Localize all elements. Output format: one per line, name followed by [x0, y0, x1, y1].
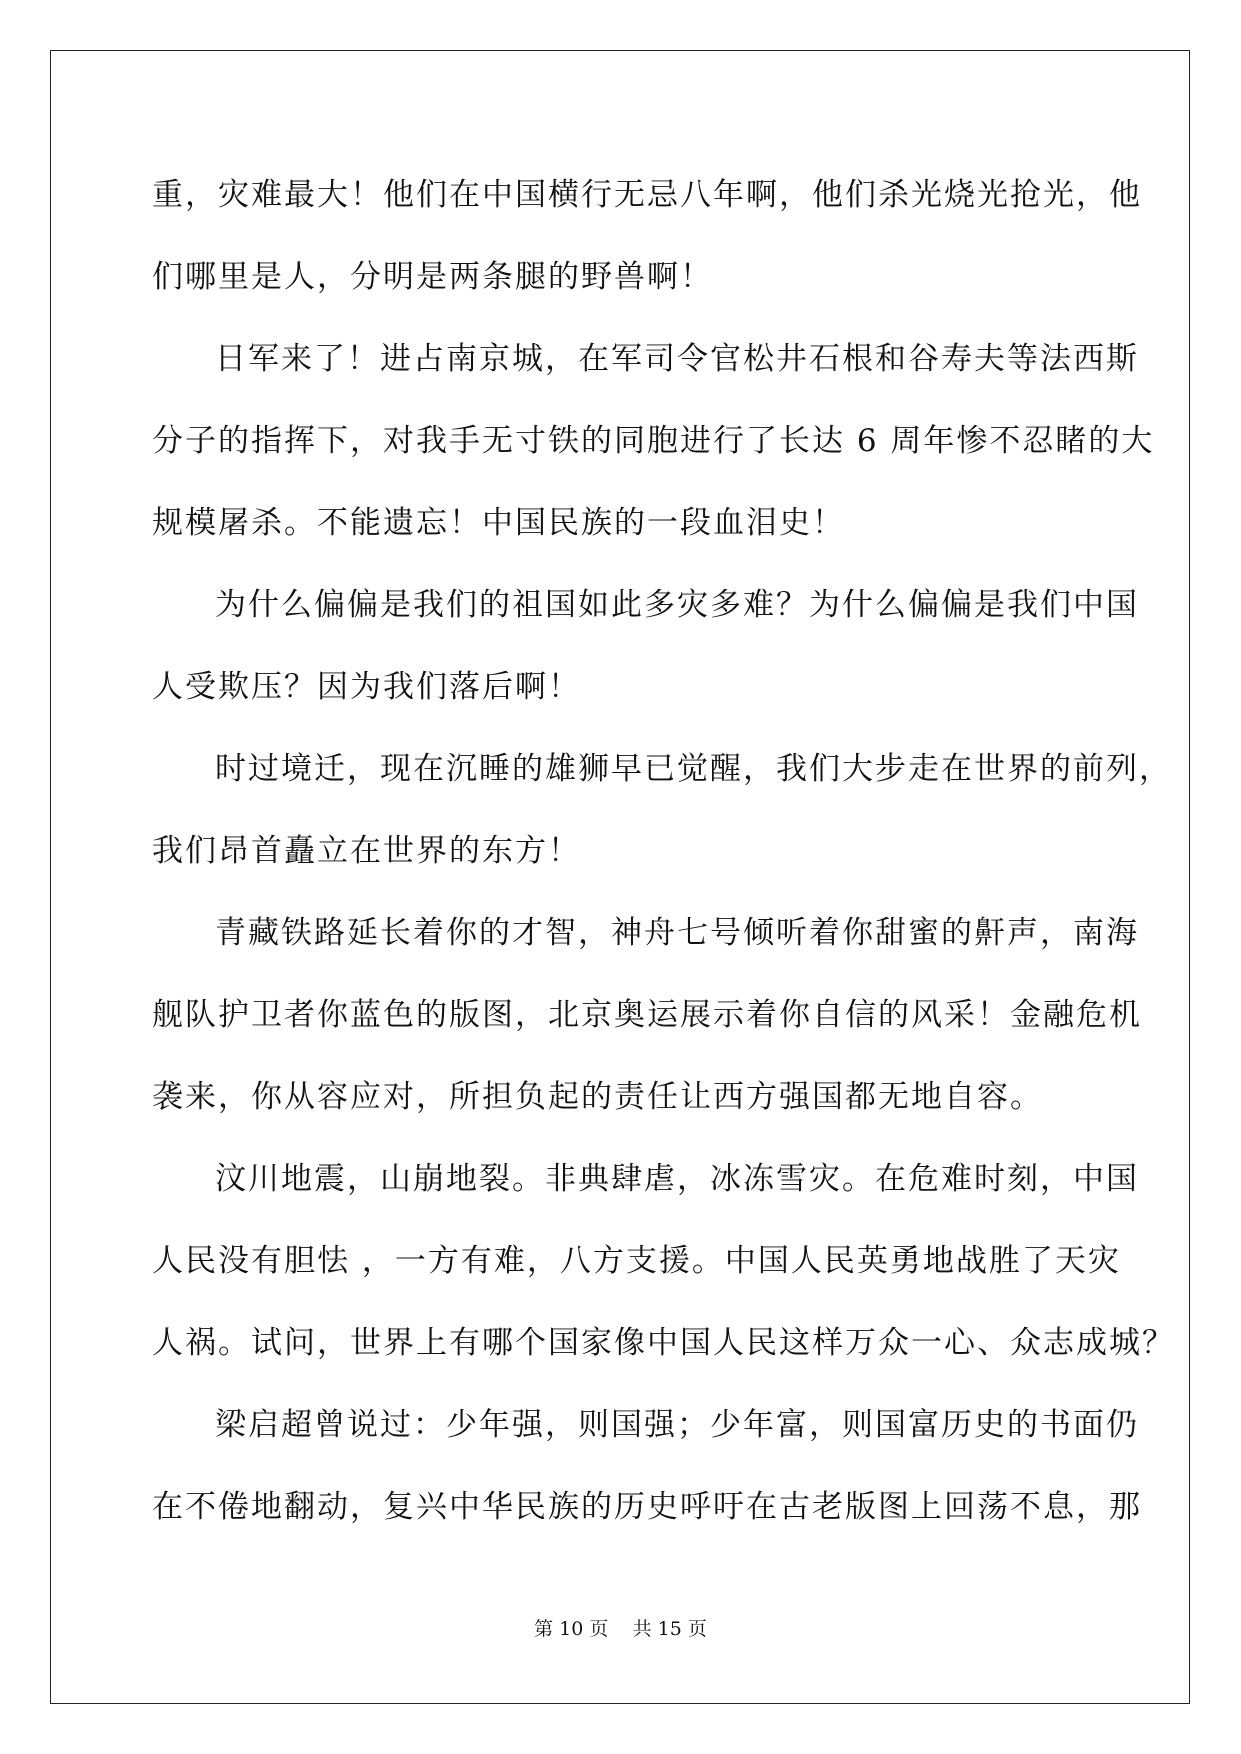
text-line-8: 时过境迁，现在沉睡的雄狮早已觉醒，我们大步走在世界的前列， — [215, 751, 1172, 787]
text-line-3: 日军来了！进占南京城，在军司令官松井石根和谷寿夫等法西斯 — [215, 341, 1139, 377]
text-line-2: 们哪里是人，分明是两条腿的野兽啊！ — [152, 259, 713, 295]
text-line-16: 梁启超曾说过：少年强，则国强；少年富，则国富历史的书面仍 — [215, 1407, 1139, 1443]
text-line-6: 为什么偏偏是我们的祖国如此多灾多难？为什么偏偏是我们中国 — [215, 587, 1139, 623]
text-line-10: 青藏铁路延长着你的才智，神舟七号倾听着你甜蜜的鼾声，南海 — [215, 915, 1139, 951]
text-line-4: 分子的指挥下，对我手无寸铁的同胞进行了长达 6 周年惨不忍睹的大 — [152, 423, 1155, 459]
text-line-12: 袭来，你从容应对，所担负起的责任让西方强国都无地自容。 — [152, 1079, 1043, 1115]
page-footer — [0, 1614, 1241, 1641]
page-total: 共 15 页 — [632, 1618, 707, 1640]
page-number: 第 10 页 — [534, 1618, 609, 1640]
text-line-17: 在不倦地翻动，复兴中华民族的历史呼吁在古老版图上回荡不息，那 — [152, 1489, 1142, 1525]
text-line-14: 人民没有胆怯 ，一方有难，八方支援。中国人民英勇地战胜了天灾 — [152, 1243, 1121, 1279]
text-line-7: 人受欺压？因为我们落后啊！ — [152, 669, 581, 705]
text-line-1: 重，灾难最大！他们在中国横行无忌八年啊，他们杀光烧光抢光，他 — [152, 177, 1142, 213]
document-body — [152, 162, 1175, 1556]
text-line-11: 舰队护卫者你蓝色的版图，北京奥运展示着你自信的风采！金融危机 — [152, 997, 1142, 1033]
text-line-13: 汶川地震，山崩地裂。非典肆虐，冰冻雪灾。在危难时刻，中国 — [215, 1161, 1139, 1197]
text-line-5: 规模屠杀。不能遗忘！中国民族的一段血泪史！ — [152, 505, 845, 541]
text-line-9: 我们昂首矗立在世界的东方！ — [152, 833, 581, 869]
text-line-15: 人祸。试问，世界上有哪个国家像中国人民这样万众一心、众志成城？ — [152, 1325, 1175, 1361]
